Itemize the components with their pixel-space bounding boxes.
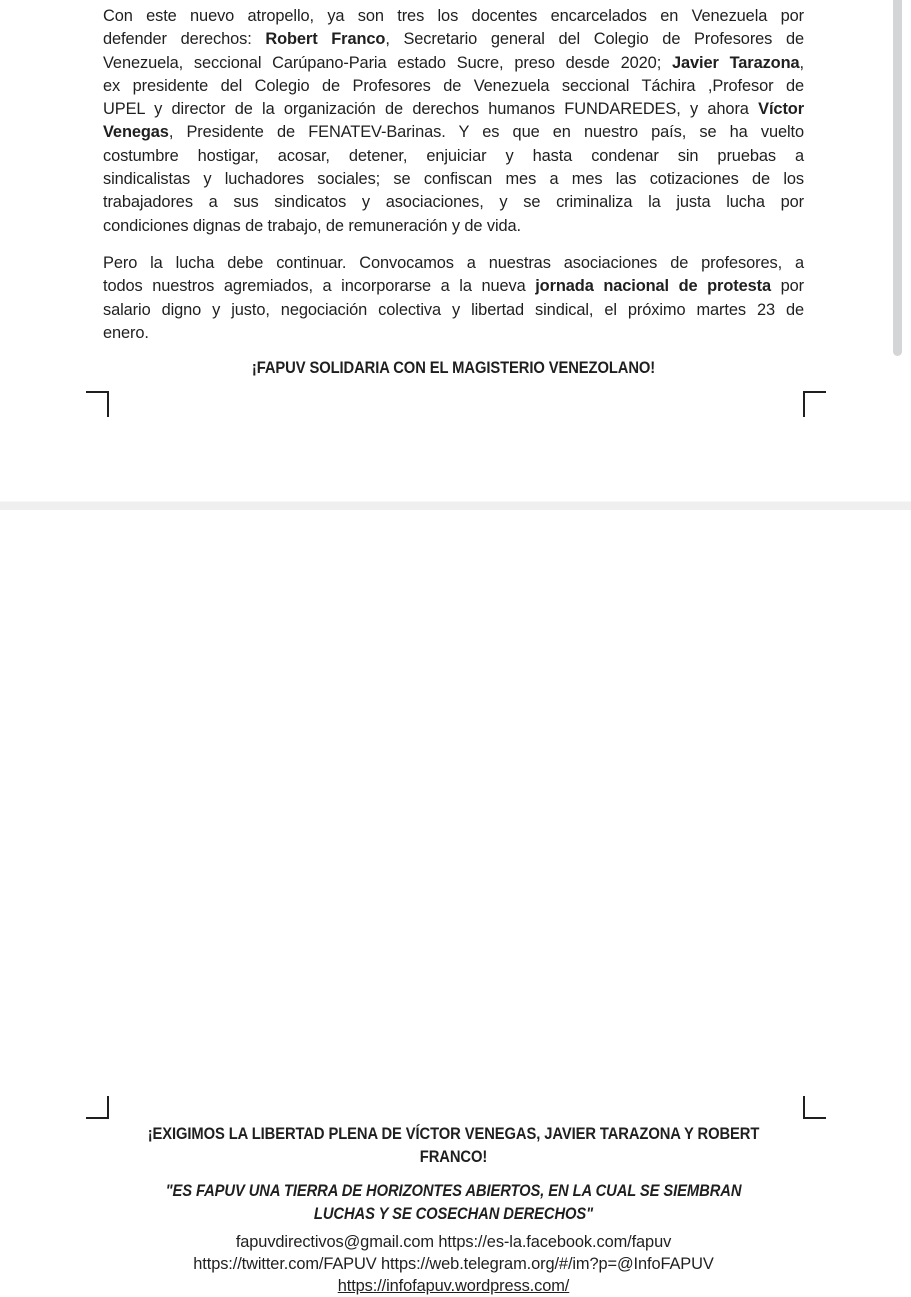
text-line: salario digno y justo, negociación colectiva y libertad sindical, el próximo martes 23 de — [103, 300, 804, 319]
document-page-1 — [0, 0, 911, 501]
text-line: condiciones dignas de trabajo, de remuneración y de vida. — [103, 216, 521, 235]
text-line: enero. — [103, 323, 149, 342]
text-line: FRANCO! — [419, 1148, 488, 1167]
text-line: todos nuestros agremiados, a incorporarse a la nueva jornada nacional de protesta por — [103, 277, 805, 296]
text-line: Pero la lucha debe continuar. Convocamos a nuestras asociaciones de profesores, a — [103, 254, 804, 272]
text-line: ¡FAPUV SOLIDARIA CON EL MAGISTERIO VENEZOLANO! — [251, 359, 656, 377]
paragraph-convocatoria-protesta — [103, 252, 804, 345]
text-line: Venegas, Presidente de FENATEV-Barinas. Y es que en nuestro país, se ha vuelto — [103, 123, 804, 142]
text-line: LUCHAS Y SE COSECHAN DERECHOS" — [313, 1205, 594, 1224]
text-line: Con este nuevo atropello, ya son tres los docentes encarcelados en Venezuela por — [103, 7, 804, 25]
text-line: ¡EXIGIMOS LA LIBERTAD PLENA DE VÍCTOR VENEGAS, JAVIER TARAZONA Y ROBERT — [147, 1125, 760, 1143]
text-boundary-mark-page2-top-left — [86, 1096, 109, 1119]
contact-twitter-telegram: https://twitter.com/FAPUV https://web.telegram.org/#/im?p=@InfoFAPUV — [193, 1255, 714, 1273]
wordpress-link[interactable]: https://infofapuv.wordpress.com/ — [337, 1277, 570, 1295]
heading-fapuv-solidaria — [103, 357, 804, 380]
quote-fapuv-tierra-horizontes — [103, 1180, 804, 1227]
text-line: costumbre hostigar, acosar, detener, enjuiciar y hasta condenar sin pruebas a — [103, 146, 804, 165]
text-line: UPEL y director de la organización de derechos humanos FUNDAREDES, y ahora Víctor — [103, 100, 804, 119]
text-boundary-mark-page1-bottom-left — [86, 391, 109, 417]
scrollbar-thumb[interactable] — [893, 0, 902, 356]
text-boundary-mark-page1-bottom-right — [803, 391, 826, 417]
text-line: sindicalistas y luchadores sociales; se confiscan mes a mes las cotizaciones de los — [103, 170, 804, 189]
contact-links-block — [103, 1231, 804, 1297]
text-line: Venezuela, seccional Carúpano-Paria estado Sucre, preso desde 2020; Javier Tarazona, — [103, 53, 804, 72]
contact-email-facebook: fapuvdirectivos@gmail.com https://es-la.facebook.com/fapuv — [235, 1233, 672, 1251]
text-line: "ES FAPUV UNA TIERRA DE HORIZONTES ABIERTOS, EN LA CUAL SE SIEMBRAN — [165, 1182, 742, 1200]
text-boundary-mark-page2-top-right — [803, 1096, 826, 1119]
document-page-2 — [0, 510, 911, 1295]
text-line: trabajadores a sus sindicatos y asociaciones, y se criminaliza la justa lucha por — [103, 193, 804, 212]
paragraph-docentes-encarcelados — [103, 5, 804, 238]
heading-exigimos-libertad — [103, 1123, 804, 1170]
text-line: defender derechos: Robert Franco, Secretario general del Colegio de Profesores de — [103, 30, 804, 49]
text-line: ex presidente del Colegio de Profesores de Venezuela seccional Táchira ,Profesor de — [103, 76, 804, 95]
